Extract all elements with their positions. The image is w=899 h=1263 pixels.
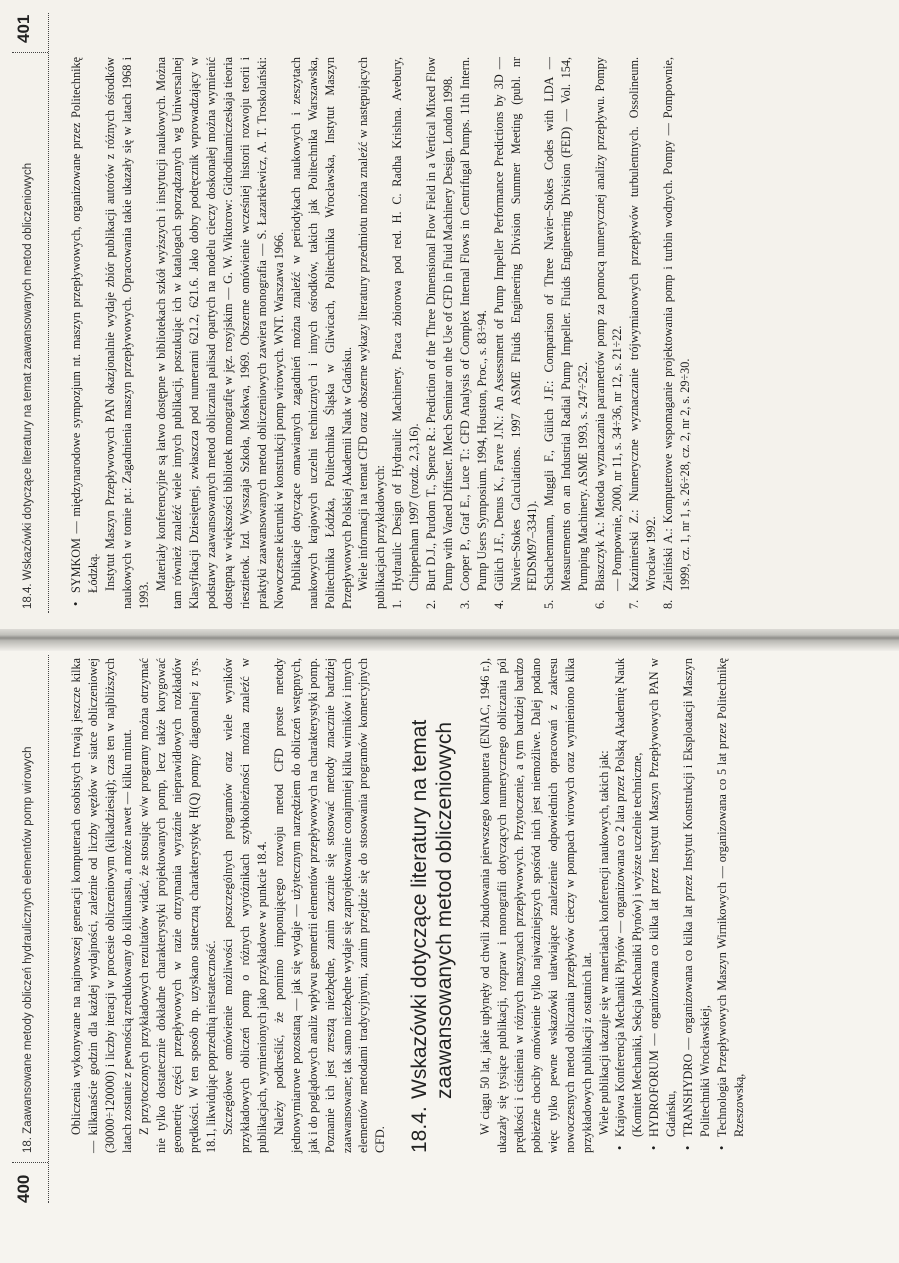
list-item: • SYMKOM — międzynarodowe sympozjum nt. maszyn przepływowych, organizowane przez Politechnikę Łódzką.	[68, 57, 102, 609]
left-running-head: 18. Zaawansowane metody obliczeń hydraulicznych elementów pomp wirowych	[22, 746, 34, 1153]
page-number-separator	[12, 52, 48, 53]
paragraph: Publikacje dotyczące omawianych zagadnień można znaleźć w periodykach naukowych i zeszytach naukowych krajowych uczelni technicznych i innych ośrodków, takich jak Politechnika Warszawska, Politechnika Łódzka, Politechnika Śląska w Gliwicach, Politechnika Wrocławska, Instytut Maszyn Przepływowych Polskiej Akademii Nauk w Gdańsku.	[288, 57, 354, 609]
reference-item	[660, 57, 694, 609]
reference-item	[389, 57, 423, 609]
reference-text: Błaszczyk A.: Metoda wyznaczania parametrów pomp za pomocą numerycznej analizy przepływu. Pompy — Pompownie, 2000, nr 11, s. 34÷36, nr 12, s. 21÷22.	[593, 57, 624, 591]
reference-text: Cooper P., Graf E., Luce T.: CFD Analysis of Complex Internal Flows in Centrifugal Pumps. 11th Intern. Pump Users Symposium. 1994, Houston, Proc., s. 83÷94.	[457, 57, 489, 591]
reference-list	[389, 57, 693, 609]
paragraph: W ciągu 50 lat, jakie upłynęły od chwili zbudowania pierwszego komputera (ENIAC, 1946 r.), ukazały się tysiące publikacji, rozpraw i monografii dotyczących numerycznego obliczania pól prędkości i ciśnienia w różnych maszynach przepływowych. Przytoczenie, a tym bardziej bardzo pobieżne chociby omówienie tylko najważniejszych spośród nich jest niemożliwe. Dalej podano więc tylko pewne wskazówki ułatwiające znalezienie odpowiednich opracowań z zakresu nowoczesnych metod obliczania przepływów cieczy w pompach wirowych oraz wymieniono kilka przykładowych publikacji z ostatnich lat.	[478, 658, 594, 1153]
section-number: 18.4.	[408, 1106, 432, 1153]
list-item: • HYDROFORUM — organizowana co kilka lat przez Instytut Maszyn Przepływowych PAN w Gdańsku,	[646, 658, 680, 1153]
right-page-number: 401	[14, 14, 33, 43]
reference-text: Burt D.J., Purdom T., Spence R.: Prediction of the Three Dimensional Flow Field in a Vertical Mixed Flow Pump with Vaned Diffuser. IMech Seminar on the Use of CFD in Fluid Machinery Design. London 1998.	[424, 57, 455, 591]
reference-item	[491, 57, 542, 609]
header-rule	[48, 655, 49, 1203]
reference-number: 6.	[593, 599, 608, 609]
paragraph: Wiele publikacji ukazuje się w materiałach konferencji naukowych, takich jak:	[596, 750, 611, 1135]
paragraph: Szczegółowe omówienie możliwości poszczególnych programów oraz wiele wyników przykładowych obliczeń pomp o różnych wyróżnikach szybkobieżności można znaleźć w publikacjach, wymienionych jako przykładowe w punkcie 18.4.	[221, 658, 269, 1153]
right-running-head: 18.4. Wskazówki dotyczące literatury na temat zaawansowanych metod obliczeniowych	[22, 162, 34, 609]
reference-number: 5.	[542, 599, 557, 609]
header-rule	[48, 13, 49, 613]
reference-item	[592, 57, 626, 609]
left-page-number: 400	[14, 1174, 33, 1203]
right-page	[0, 0, 899, 629]
section-title-line-1: Wskazówki dotyczące literatury na temat	[408, 719, 432, 1099]
page-number-separator	[12, 1162, 48, 1163]
left-page	[0, 645, 899, 1263]
paragraph: Instytut Maszyn Przepływowych PAN okazjonalnie wydaje zbiór publikacji autorów z różnych ośrodków naukowych w tomie pt.: Zagadnienia maszyn przepływowych. Opracowania takie ukazały się w latach 1968 i 1993.	[102, 57, 151, 609]
reference-text: Gülich J.F., Denus K., Favre J.N.: An Assessment of Pump Impeller Performance Predictions by 3D — Navier–Stokes Calculations. 1997 ASME Fluids Engineering Division Summer Meeting (publ. nr FEDSM97–3341).	[491, 57, 540, 591]
section-title-line-2: zaawansowanych metod obliczeniowych	[433, 721, 457, 1099]
reference-number: 2.	[424, 599, 439, 609]
paragraph: Materiały konferencyjne są łatwo dostępne w bibliotekach szkół wyższych i instytucji naukowych. Można tam również znaleźć wiele innych publikacji, poszukując ich w katalogach sporządzanych wg Uniwersalnej Klasyfikacji Dziesiętnej, zwłaszcza pod numerami 621.2, 621.6. Jako dobry podręcznik wprowadzający w podstawy zaawansowanych metod obliczania palisad opartych na modelu cieczy doskonałej można wymienić dostępną w większości bibliotek monografię w jęz. rosyjskim — G. W. Wiktorow: Gidrodinamiczeskaja tieoria riesztietok. Izd. Wysszaja Szkoła, Moskwa, 1969. Obszerne omówienie wcześniej historii rozwoju teorii i praktyki zaawansowanych metod obliczeniowych zawiera monografia — S. Łazarkiewicz, A. T. Troskolański: Nowoczesne kierunki w konstrukcji pomp wirowych. WNT. Warszawa 1966.	[153, 57, 286, 609]
list-item: • TRANSHYDRO — organizowana co kilka lat przez Instytut Konstrukcji i Eksploatacji Maszyn Politechniki Wrocławskiej,	[680, 658, 714, 1153]
list-item: • Krajowa Konferencja Mechaniki Płynów — organizowana co 2 lata przez Polską Akademię Nauk (Komitet Mechaniki, Sekcja Mechaniki Płynów) i wyższe uczelnie techniczne,	[612, 658, 646, 1153]
reference-text: Hydraulic Design of Hydraulic Machinery. Praca zbiorowa pod red. H. C. Radha Krishna. Avebury, Chippenham 1997 (rozdz. 2,3,16).	[390, 57, 422, 591]
reference-number: 8.	[660, 599, 675, 609]
reference-number: 1.	[390, 599, 405, 609]
left-text-column	[68, 658, 748, 1153]
reference-number: 7.	[626, 599, 641, 609]
reference-text: Zieliński A.: Komputerowe wspomaganie projektowania pomp i turbin wodnych. Pompy — Pompownie, 1999, cz. 1, nr 1, s. 26÷28, cz. 2, nr 2, s. 29÷30.	[660, 57, 692, 591]
reference-item	[541, 57, 592, 609]
reference-number: 4.	[491, 599, 506, 609]
reference-number: 3.	[457, 599, 472, 609]
paragraph: Należy podkreślić, że pomimo imponującego rozwoju metod CFD proste metody jednowymiarowe pozostaną — jak się wydaje — użytecznym narzędziem do obliczeń wstępnych, jak i do poglądowych analiz wpływu geometrii elementów przepływowych na charakterystyki pomp. Poznanie ich jest zresztą niezbędne, zanim zacznie się stosować metody znacznie bardziej zaawansowane; tak samo niezbędne wydaje się zaprojektowanie conajmniej kilku wirników i innych elementów metodami tradycyjnymi, zanim przejdzie się do stosowania programów komercyjnych CFD.	[271, 658, 388, 1153]
reference-item	[457, 57, 491, 609]
right-text-column	[68, 57, 694, 609]
paragraph: Wiele informacji na temat CFD oraz obszerne wykazy literatury przedmiotu można znaleźć w następujących publikacjach przykładowych:	[356, 57, 388, 609]
reference-item	[626, 57, 660, 609]
paragraph: Obliczenia wykonywane na najnowszej generacji komputerach osobistych trwają jeszcze kilka — kilkanaście godzin dla każdej wydajności, zależnie od liczby węzłów w siatce obliczeniowej (30000÷120000) i liczby iteracji w procesie obliczeniowym (kilkadziesiąt); czas ten w najbliższych latach zostanie z pewnością zredukowany do kilkunastu, a może nawet — kilku minut.	[69, 658, 134, 1153]
reference-text: Schachenmann, Muggli F., Gülich J.F.: Comparison of Three Navier–Stokes Codes with LDA — Measurements on an Industrial Radial Pump Impeller. Fluids Engineering Division (FED) — Vol. 154, Pumping Machinery. ASME 1993, s. 247÷252.	[542, 57, 591, 591]
section-heading	[407, 658, 457, 1153]
reference-item	[423, 57, 457, 609]
reference-text: Kazimierski Z.: Numeryczne wyznaczanie trójwymiarowych przepływów turbulentnych. Ossolineum. Wrocław 1992.	[626, 57, 658, 591]
list-item: • Technologia Przepływowych Maszyn Wirnikowych — organizowana co 5 lat przez Politechnikę Rzeszowską,	[714, 658, 748, 1153]
paragraph: Z przytoczonych przykładowych rezultatów widać, że stosując w/w programy można otrzymać nie tylko dostatecznie dokładne charakterystyki projektowanych pomp, lecz także korygować geometrię części przepływowych w razie otrzymania wyraźnie nieprawidłowych rozkładów prędkości. W ten sposób np. uzyskano stateczną charakterystykę H(Q) pompy diagonalnej z rys. 18.1, likwidując poprzednią niestateczność.	[136, 658, 219, 1153]
